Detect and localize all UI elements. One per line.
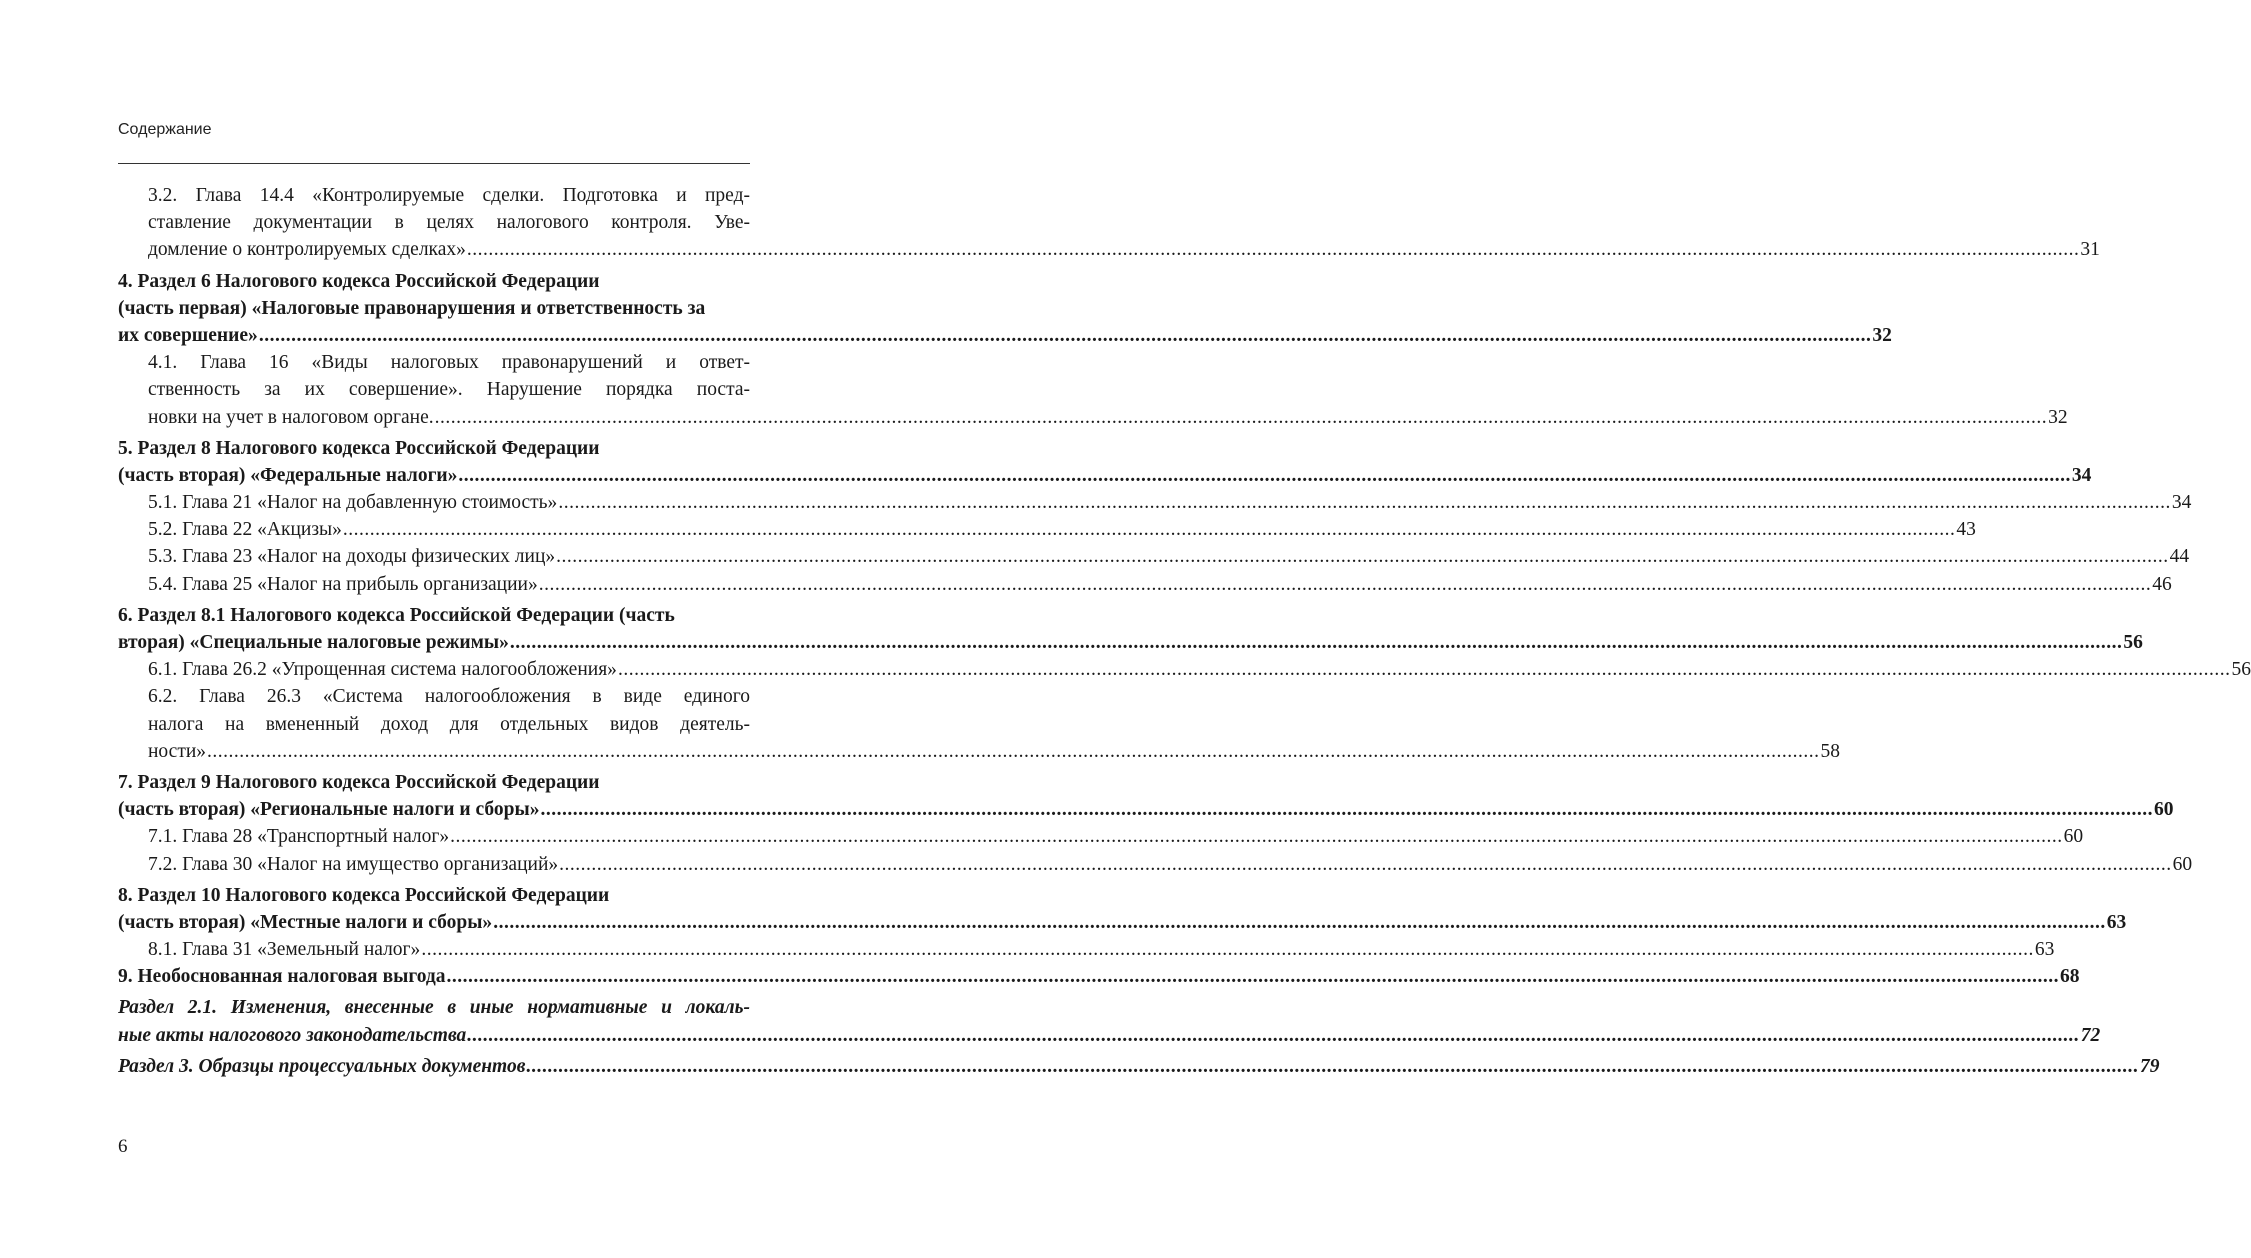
toc-entry-section-9[interactable]	[118, 963, 2080, 990]
toc-entry-section-5[interactable]	[118, 435, 2092, 489]
toc-entry-line	[148, 571, 2172, 598]
toc-entry-text: (часть вторая) «Местные налоги и сборы»	[118, 911, 493, 933]
toc-entry-line	[148, 936, 2055, 963]
toc-entry-line: (часть первая) «Налоговые правонарушения и ответственность за	[118, 297, 706, 319]
toc-page-number: 56	[2123, 632, 2143, 653]
toc-entry-5-3[interactable]	[118, 543, 2190, 570]
toc-entry-text: (часть вторая) «Федеральные налоги»	[118, 464, 458, 486]
toc-entry-text: 5.3. Глава 23 «Налог на доходы физических лиц»	[148, 546, 556, 568]
toc-page-number: 34	[2171, 492, 2192, 514]
toc-entry-text: 9. Необоснованная налоговая выгода	[118, 966, 446, 988]
toc-entry-line: 6.2. Глава 26.3 «Система налогообложения в виде единого	[148, 686, 750, 708]
page-number: 6	[118, 1136, 128, 1157]
dot-leader: ............................................................................................................................................................................................................................................................................................................	[558, 492, 2171, 514]
toc-entry-line	[148, 823, 2084, 850]
toc-page-number: 68	[2060, 966, 2080, 988]
toc-entry-line	[118, 629, 2143, 656]
dot-leader: ............................................................................................................................................................................................................................................................................................................	[421, 939, 2034, 961]
toc-page-number: 63	[2106, 911, 2127, 933]
toc-entry-text: 5.4. Глава 25 «Налог на прибыль организации»	[148, 573, 538, 595]
running-header: Содержание	[118, 121, 212, 138]
toc-entry-line	[118, 1053, 2160, 1080]
toc-page-number: 63	[2034, 939, 2055, 961]
toc-entry-line: Раздел 2.1. Изменения, внесенные в иные нормативные и локаль-	[118, 997, 750, 1019]
toc-page-number: 44	[2169, 546, 2190, 568]
dot-leader: ............................................................................................................................................................................................................................................................................................................	[526, 1055, 2139, 1077]
dot-leader: ............................................................................................................................................................................................................................................................................................................	[493, 911, 2106, 933]
dot-leader: ............................................................................................................................................................................................................................................................................................................	[342, 519, 1956, 541]
toc-page-number: 46	[2152, 573, 2172, 595]
toc-entry-section-7[interactable]	[118, 769, 2174, 823]
dot-leader: ............................................................................................................................................................................................................................................................................................................	[509, 632, 2123, 653]
dot-leader: ............................................................................................................................................................................................................................................................................................................	[258, 324, 1872, 346]
toc-entry-line	[148, 236, 2100, 263]
toc-entry-line	[148, 851, 2193, 878]
toc-entry-text: 8.1. Глава 31 «Земельный налог»	[148, 939, 421, 961]
toc-entry-4-1[interactable]	[118, 349, 2068, 431]
toc-entry-line: налога на вмененный доход для отдельных видов деятель-	[148, 713, 750, 735]
toc-entry-line	[148, 543, 2190, 570]
toc-entry-text: (часть вторая) «Региональные налоги и сборы»	[118, 799, 540, 821]
dot-leader: ............................................................................................................................................................................................................................................................................................................	[207, 740, 1820, 762]
toc-entry-text: 5.1. Глава 21 «Налог на добавленную стоимость»	[148, 492, 558, 514]
toc-entry-line: 4. Раздел 6 Налогового кодекса Российской Федерации	[118, 270, 600, 292]
toc-entry-line: 5. Раздел 8 Налогового кодекса Российской Федерации	[118, 437, 600, 459]
toc-entry-text: вторая) «Специальные налоговые режимы»	[118, 632, 509, 653]
toc-entry-line	[118, 1022, 2101, 1049]
header-rule	[118, 163, 750, 164]
toc-entry-line	[148, 656, 2251, 683]
toc-entry-section-6[interactable]	[118, 602, 2143, 656]
toc-page-number: 32	[1872, 324, 1892, 346]
toc-entry-line	[148, 516, 1976, 543]
toc-page-number: 60	[2153, 799, 2174, 821]
toc-entry-8-1[interactable]	[118, 936, 2055, 963]
toc-entry-3-2[interactable]	[118, 182, 2100, 264]
toc-page-number: 56	[2231, 659, 2251, 681]
toc-entry-line: 8. Раздел 10 Налогового кодекса Российской Федерации	[118, 884, 610, 906]
toc-entry-text: их совершение»	[118, 324, 258, 346]
toc-entry-part-2-1[interactable]	[118, 994, 2101, 1048]
toc-entry-5-4[interactable]	[118, 571, 2172, 598]
toc-entry-line: 7. Раздел 9 Налогового кодекса Российской Федерации	[118, 771, 600, 793]
toc-entry-line	[118, 322, 1892, 349]
dot-leader: ............................................................................................................................................................................................................................................................................................................	[540, 799, 2153, 821]
toc-page-number: 34	[2071, 464, 2092, 486]
toc-entry-line: 6. Раздел 8.1 Налогового кодекса Российской Федерации (часть	[118, 604, 675, 626]
toc-entry-text: новки на учет в налоговом органе.	[148, 406, 434, 428]
dot-leader: ............................................................................................................................................................................................................................................................................................................	[556, 546, 2169, 568]
toc-entry-text: 5.2. Глава 22 «Акцизы»	[148, 519, 342, 541]
toc-entry-line	[118, 796, 2174, 823]
toc-entry-6-1[interactable]	[118, 656, 2251, 683]
toc-entry-text: ности»	[148, 740, 207, 762]
toc-entry-line: ставление документации в целях налогового контроля. Уве-	[148, 212, 750, 234]
toc-entry-text: 7.1. Глава 28 «Транспортный налог»	[148, 826, 450, 848]
toc-entry-text: ные акты налогового законодательства	[118, 1024, 467, 1046]
toc-entry-line: ственность за их совершение». Нарушение порядка поста-	[148, 379, 750, 401]
toc-page-number: 58	[1820, 740, 1841, 762]
toc-entry-line	[148, 404, 2068, 431]
toc-entry-5-1[interactable]	[118, 489, 2192, 516]
toc-entry-5-2[interactable]	[118, 516, 1976, 543]
toc-page-number: 43	[1956, 519, 1976, 541]
dot-leader: ............................................................................................................................................................................................................................................................................................................	[538, 573, 2152, 595]
toc-entry-line	[118, 462, 2092, 489]
dot-leader: ............................................................................................................................................................................................................................................................................................................	[434, 406, 2048, 428]
toc-page-number: 32	[2048, 406, 2068, 428]
toc-entry-text: Раздел 3. Образцы процессуальных документов	[118, 1055, 526, 1077]
toc-entry-text: домление о контролируемых сделках»	[148, 239, 466, 261]
toc-entry-line: 3.2. Глава 14.4 «Контролируемые сделки. Подготовка и пред-	[148, 185, 750, 206]
toc-entry-text: 7.2. Глава 30 «Налог на имущество организаций»	[148, 853, 559, 875]
toc-page-number: 31	[2080, 239, 2100, 261]
toc-entry-section-8[interactable]	[118, 882, 2127, 936]
dot-leader: ............................................................................................................................................................................................................................................................................................................	[466, 239, 2080, 261]
toc-page-number: 79	[2139, 1055, 2160, 1077]
toc-entry-7-2[interactable]	[118, 851, 2193, 878]
dot-leader: ............................................................................................................................................................................................................................................................................................................	[617, 659, 2231, 681]
toc-entry-part-3[interactable]	[118, 1053, 2160, 1080]
toc-entry-line	[148, 489, 2192, 516]
dot-leader: ............................................................................................................................................................................................................................................................................................................	[559, 853, 2172, 875]
table-of-contents	[118, 182, 2251, 1080]
toc-entry-line	[118, 909, 2127, 936]
toc-entry-6-2[interactable]	[118, 683, 1841, 765]
toc-entry-7-1[interactable]	[118, 823, 2084, 850]
toc-page-number: 60	[2063, 826, 2084, 848]
dot-leader: ............................................................................................................................................................................................................................................................................................................	[450, 826, 2063, 848]
toc-page-number: 72	[2080, 1024, 2101, 1046]
toc-entry-text: 6.1. Глава 26.2 «Упрощенная система налогообложения»	[148, 659, 617, 681]
toc-page-number: 60	[2172, 853, 2193, 875]
dot-leader: ............................................................................................................................................................................................................................................................................................................	[458, 464, 2071, 486]
toc-entry-line	[118, 963, 2080, 990]
toc-entry-line	[148, 738, 1841, 765]
dot-leader: ............................................................................................................................................................................................................................................................................................................	[446, 966, 2060, 988]
toc-entry-section-4[interactable]	[118, 268, 1892, 350]
dot-leader: ............................................................................................................................................................................................................................................................................................................	[467, 1024, 2080, 1046]
toc-entry-line: 4.1. Глава 16 «Виды налоговых правонарушений и ответ-	[148, 352, 750, 374]
